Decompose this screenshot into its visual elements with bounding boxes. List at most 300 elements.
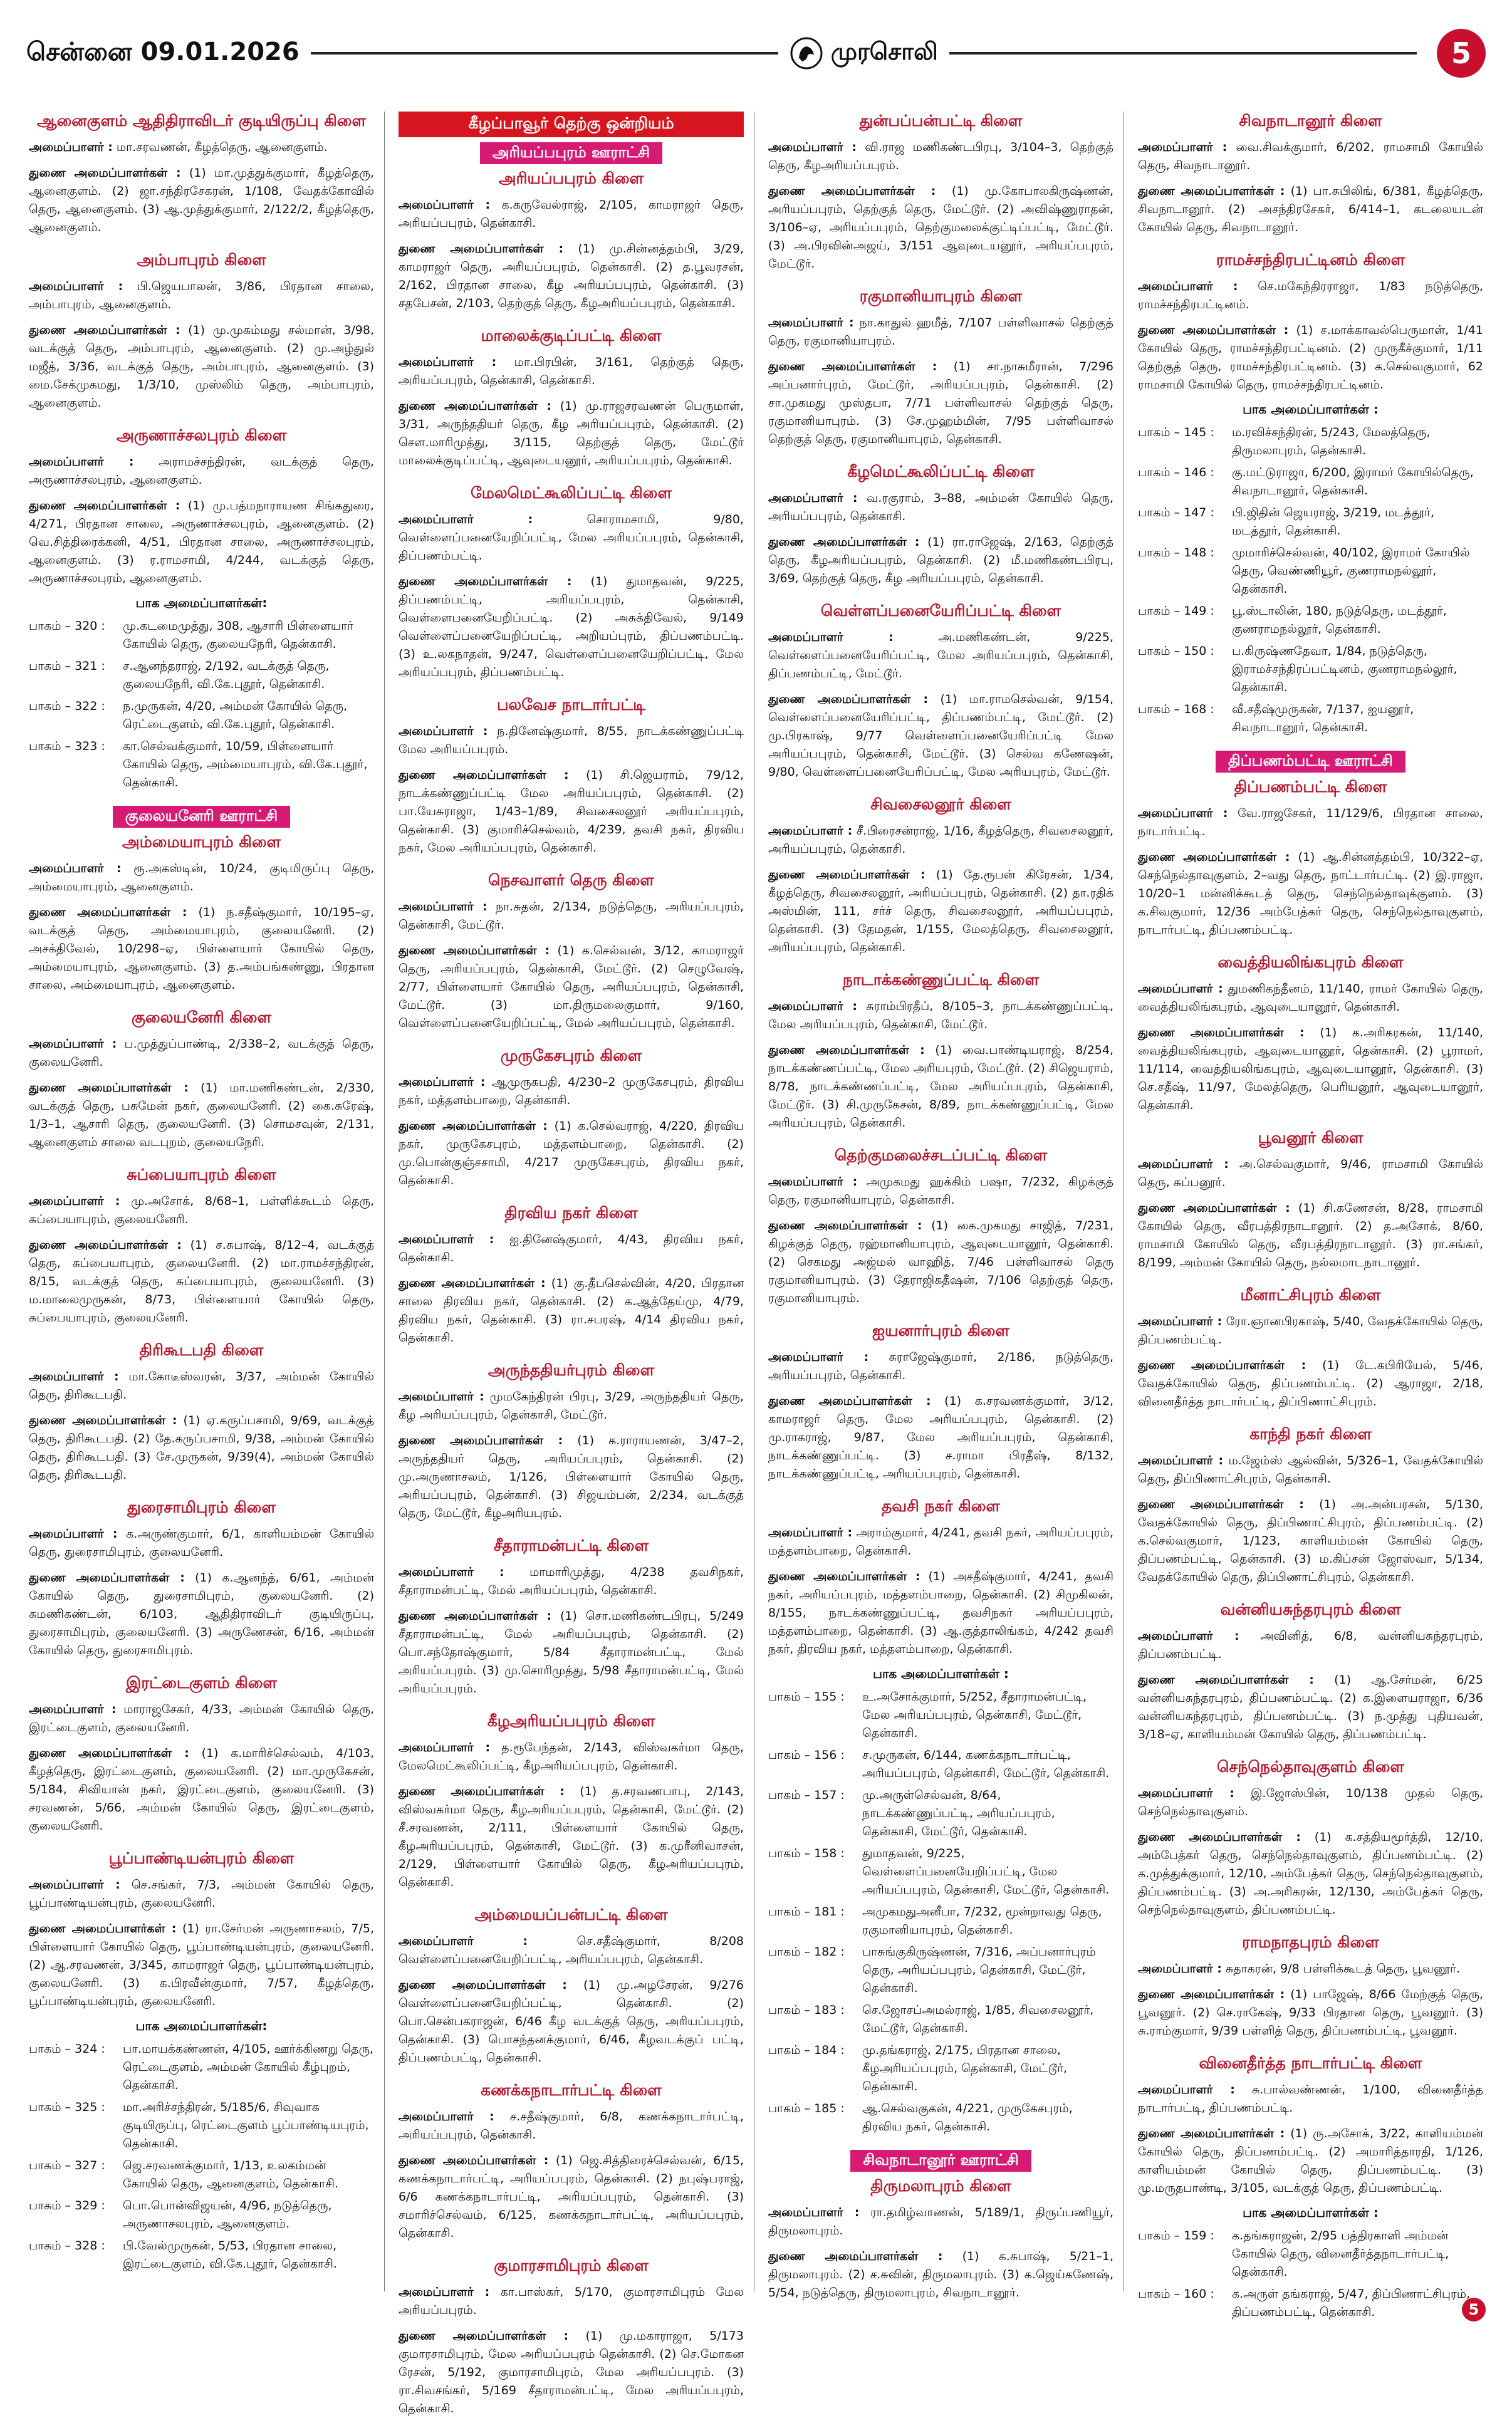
member-details: அமுகமது ஹக்கிம் பஷா, 7/232, கிழக்குத் தெரு, ரகுமானியாபுரம், தென்காசி.	[768, 1175, 1113, 1207]
booth-member: ப.கிருஷ்ணதேவா, 1/84, நடுத்தெரு, இராமச்சந்திரப்பட்டினம், குணராமநல்லூர், தென்காசி.	[1232, 644, 1457, 694]
branch-heading: மீனாட்சிபுரம் கிளை	[1240, 1286, 1381, 1304]
branch-section	[1138, 1128, 1483, 1272]
role-label: அமைப்பாளர் :	[768, 491, 858, 505]
member-details: (1) மா.முத்துக்குமார், கீழத்தெரு, ஆனைகுளம். (2) ஜா.சந்திரசேகரன், 1/108, வேதக்கோவில் தெரு, ஆனைகுளம். (3) ஆ.முத்துக்குமார், 2/122/2, கீழத்தெரு, ஆனைகுளம்.	[29, 166, 374, 234]
booth-heading: பாக அமைப்பாளர்கள் :	[873, 1666, 1009, 1681]
member-details: அ.செல்வகுமார், 9/46, ராமசாமி கோயில் தெரு, சுப்பனூர்.	[1138, 1157, 1484, 1189]
member-entry	[29, 138, 374, 157]
role-label: அமைப்பாளர் :	[29, 1370, 119, 1384]
booth-member: பி.ஜிதின் ஜெயராஜ், 3/219, மடத்தூர், மடத்தூர், தென்காசி.	[1232, 506, 1434, 538]
booth-number: பாகம் – 325 :	[29, 2100, 105, 2114]
branch-section	[1138, 1933, 1483, 2040]
member-details: அ.மணிகண்டன், 9/225, வெள்ளைப்பனையேரிப்பட்டி, மேல அரியப்பபுரம், தென்காசி, திப்பணம்பட்டி, மேட்டூர்.	[768, 630, 1113, 680]
role-label: துணை அமைப்பாளர்கள் :	[1138, 1358, 1306, 1372]
member-entry	[1138, 321, 1483, 394]
member-entry	[29, 497, 374, 588]
member-entry	[399, 1388, 744, 1424]
branch-section	[29, 1674, 374, 1835]
booth-member: ஆ.செல்வகுகன், 4/221, முருகேசபுரம், திரவிய நகர், தென்காசி.	[862, 2102, 1073, 2134]
role-label: துணை அமைப்பாளர்கள் :	[29, 905, 187, 919]
booth-heading: பாக அமைப்பாளர்கள் :	[1243, 402, 1379, 417]
role-label: அமைப்பாளர் :	[399, 1934, 528, 1948]
booth-number: பாகம் – 158 :	[768, 1847, 845, 1860]
member-details: (1) மு.பத்மநாராயண சிங்கதுரை, 4/271, பிரதான சாலை, அருணாச்சலபுரம், ஆனைகுளம். (2) வெ.சித்திரைக்கனி, 4/51, பிரதான சாலை, அருணாச்சலபுரம், ஆனைகுளம். (3) ர.ராமசாமி, 4/244, வடக்குத் தெரு, அருணாச்சலபுரம், ஆனைகுளம்.	[29, 499, 375, 585]
branch-heading: ஆனைகுளம் ஆதிதிராவிடர் குடியிருப்பு கிளை	[36, 112, 367, 130]
role-label: துணை அமைப்பாளர்கள் :	[399, 768, 569, 782]
branch-section	[768, 602, 1113, 781]
member-details: சு.பால்வண்ணன், 1/100, வினைதீர்த்த நாடார்பட்டி, திப்பணம்பட்டி.	[1138, 2083, 1483, 2115]
booth-member: அமுகமதுஅனீபா, 7/232, மூன்றாவது தெரு, ரகுமானியாபுரம், தென்காசி.	[862, 1905, 1102, 1937]
branch-section	[1138, 112, 1483, 237]
role-label: அமைப்பாளர் :	[1138, 279, 1238, 293]
branch-heading: திப்பணம்பட்டி கிளை	[1234, 778, 1387, 796]
column-3	[766, 112, 1124, 2300]
member-details: (1) சி.கணேசன், 8/28, ராமசாமி கோயில் தெரு, வீரபத்திரநாடானூர். (2) த.அசோக், 8/60, ராமசாமி கோயில் தெரு, வீரபத்திரநாடானூர். (3) ரா.சங்கர், 8/199, அம்மன் கோயில் தெரு, நல்லமாடநாடானூர்.	[1138, 1201, 1483, 1269]
booth-member: மு.கடமைமுத்து, 308, ஆசாரி பிள்ளையார் கோயில் தெரு, குலையநேரி, தென்காசி.	[123, 619, 353, 651]
member-entry	[768, 1568, 1113, 1659]
booth-row	[768, 1746, 1113, 1783]
role-label: துணை அமைப்பாளர்கள் :	[1138, 1673, 1314, 1687]
member-entry	[29, 1525, 374, 1561]
booth-row	[1138, 602, 1483, 638]
branch-heading: தெற்குமலைச்சடப்பட்டி கிளை	[834, 1146, 1048, 1164]
member-details: ந.தினேஷ்குமார், 8/55, நாடக்கண்ணுப்பட்டி மேல அரியப்பபுரம்.	[399, 724, 744, 756]
branch-section	[399, 1046, 744, 1190]
role-label: அமைப்பாளர் :	[768, 1526, 853, 1540]
role-label: துணை அமைப்பாளர்கள் :	[29, 1081, 189, 1095]
member-entry	[399, 1274, 744, 1347]
booth-row	[29, 697, 374, 734]
member-details: (1) சா.நாசுமீரான், 7/296 அப்பனார்புரம், மேட்டூர், அரியப்பபுரம், தென்காசி. (2) சா.முகமது முஸ்தபா, 7/71 பள்ளிவாசல் தெற்குத் தெரு, ரகுமானியாபுரம். (3) சே.முஹம்மின், 7/95 பள்ளிவாசல் தெற்குத் தெரு, ரகுமானியாபுரம், தென்காசி.	[768, 360, 1113, 446]
branch-heading: திருமலாபுரம் கிளை	[870, 2177, 1011, 2195]
booth-member: வீ.சதீஷ்முருகன், 7/137, ஐயனூர், சிவநாடானூர், தென்காசி.	[1232, 702, 1414, 734]
member-details: (1) க.அரிகரகன், 11/140, வைத்தியலிங்கபுரம், ஆவுடையானூர், தென்காசி. (2) பூராமர், 11/114, வைத்தியலிங்கபுரம், ஆவுடையானூர், தென்காசி. (3) செ.சதீஷ், 11/97, மேலத்தெரு, பெரியனூர், ஆவுடையானூர், தென்காசி.	[1138, 1026, 1483, 1112]
role-label: அமைப்பாளர் :	[29, 1194, 120, 1208]
branch-section	[1138, 1425, 1483, 1587]
member-entry	[29, 1876, 374, 1912]
role-label: அமைப்பாளர் :	[29, 140, 113, 154]
role-label: அமைப்பாளர் :	[768, 1350, 869, 1364]
role-label: துணை அமைப்பாளர்கள் :	[1138, 184, 1285, 198]
booth-member: ச.ஆனந்தராஜ், 2/192, வடக்குத் தெரு, குலையநேரி, வி.கே.புதூர், தென்காசி.	[123, 659, 330, 691]
branch-heading: குமாரசாமிபுரம் கிளை	[494, 2256, 649, 2275]
role-label: துணை அமைப்பாளர்கள் :	[399, 1609, 552, 1623]
member-entry	[768, 1217, 1113, 1308]
role-label: அமைப்பாளர் :	[399, 900, 487, 914]
member-entry	[399, 766, 744, 857]
member-details: (1) துமாதவன், 9/225, திப்பணம்பட்டி, அரியப்பபுரம், தென்காசி, வெள்ளைபனையேறிப்பட்டி. (2) அசுக்திவேல், 9/149 வெள்ளைப்பனையேறிப்பட்டி, அறியப்புரம், திப்பணம்பட்டி. (3) உ.லகநாதன், 9/247, வெள்ளைப்பனையேறிப்பட்டி, மேல அரியப்பபுரம், திப்பணம்பட்டி.	[399, 575, 744, 679]
member-entry	[399, 2327, 744, 2418]
member-entry	[29, 1192, 374, 1229]
member-details: (1) மு.கோபாலகிருஷ்ணன், அரியப்பபுரம், தெற்குத் தெரு, மேட்டூர். (2) அவிஷ்ணுராதன், 3/106–ஏ, அரியப்பபுரம், தெற்குமலைக்குட்டிப்பட்டி, மேட்டூர். (3) அ.பிரவின்அஜய், 3/151 ஆவுடையனூர், அரியப்பபுரம், மேட்டூர்.	[768, 184, 1113, 271]
member-details: (1) வை.பாண்டியராஜ், 8/254, நாடக்கண்ணப்பட்டி, மேல அரியபுரம், மேட்டூர். (2) சிஜெயராம், 8/78, நாடக்கண்ணப்பட்டி, மேல அரியப்பபுரம், தென்காசி, மேட்டூர். (3) சி.முருகேசன், 8/89, நாடக்கண்ணுப்பட்டி, மேல அரியப்பபுரம், தென்காசி.	[768, 1043, 1114, 1130]
branch-heading: திரிகூடபதி கிளை	[139, 1341, 264, 1359]
role-label: அமைப்பாளர் :	[1138, 140, 1228, 154]
member-entry	[399, 1932, 744, 1969]
booth-number: பாகம் – 329 :	[29, 2199, 105, 2212]
member-entry	[768, 489, 1113, 526]
role-label: துணை அமைப்பாளர்கள் :	[1138, 323, 1289, 337]
member-entry	[768, 2204, 1113, 2240]
member-details: ஐ.தினேஷ்குமார், 4/43, திரவிய நகர், தென்காசி.	[399, 1232, 744, 1264]
branch-heading: முருகேசபுரம் கிளை	[500, 1046, 642, 1065]
branch-section	[768, 1497, 1113, 2136]
role-label: அமைப்பாளர் :	[399, 2110, 494, 2124]
role-label: துணை அமைப்பாளர்கள் :	[29, 1414, 177, 1427]
role-label: அமைப்பாளர் :	[1138, 1629, 1239, 1643]
role-label: துணை அமைப்பாளர்கள் :	[1138, 1026, 1305, 1040]
member-details: (1) மு.அழசேரன், 9/276 வெள்ளைப்பனையேறிப்பட்டி, தென்காசி. (2) பொ.சென்பகராஜன், 6/46 கீழ வடக்குத் தெரு, அரியப்பபுரம், தென்காசி. (3) பொசந்தனக்குமார், 6/46, கீழவடக்குப் பட்டி, திப்பணம்பட்டி, தென்காசி.	[399, 1978, 744, 2065]
member-entry	[768, 314, 1113, 350]
booth-row	[29, 2040, 374, 2095]
booth-member: மு.அருள்செல்வன், 8/64, நாடக்கண்ணுப்பட்டி, அரியப்பபுரம், தென்காசி, மேட்டூர், தென்காசி.	[862, 1788, 1055, 1838]
booth-row	[768, 1845, 1113, 1899]
member-entry	[399, 1976, 744, 2067]
branch-section	[399, 326, 744, 470]
branch-section	[29, 1165, 374, 1327]
member-entry	[29, 904, 374, 994]
branch-heading: வைத்தியலிங்கபுரம் கிளை	[1217, 953, 1404, 971]
member-entry	[399, 1783, 744, 1892]
role-label: அமைப்பாளர் :	[768, 2206, 860, 2219]
branch-heading: சிவநாடானூர் கிளை	[1239, 112, 1382, 130]
member-details: வை.சிவக்குமார், 6/202, ராமசாமி கோயில் தெரு, சிவநாடானூர்.	[1138, 140, 1483, 172]
role-label: துணை அமைப்பாளர்கள் :	[768, 360, 937, 373]
member-details: (1) டே.கபிரியேல், 5/46, வேதக்கோயில் தெரு, திப்பணம்பட்டி. (2) ஆராஜா, 2/18, வினைதீர்த்த நாடார்பட்டி, திப்பிணாட்சிபுரம்.	[1138, 1358, 1484, 1409]
member-entry	[399, 1073, 744, 1110]
member-entry	[399, 1231, 744, 1267]
booth-member: கு.மட்டுராஜா, 6/200, இராமர் கோயில்தெரு, சிவநாடானூர், தென்காசி.	[1232, 466, 1474, 498]
member-entry	[1138, 1496, 1483, 1587]
role-label: அமைப்பாளர் :	[1138, 1786, 1234, 1800]
role-label: அமைப்பாளர் :	[399, 1232, 494, 1246]
member-details: மா.சரவணன், கீழத்தெரு, ஆனைகுளம்.	[112, 140, 328, 154]
member-details: அராமச்சந்திரன், வடக்குத் தெரு, அருணாச்சலபுரம், ஆனைகுளம்.	[29, 455, 375, 487]
branch-section	[29, 251, 374, 412]
booth-row	[1138, 642, 1483, 697]
member-entry	[768, 533, 1113, 588]
booth-row	[1138, 701, 1483, 737]
booth-row	[29, 617, 374, 654]
member-entry	[1138, 1828, 1483, 1919]
role-label: துணை அமைப்பாளர்கள் :	[399, 399, 551, 413]
branch-heading: சுப்பையாபுரம் கிளை	[127, 1165, 276, 1184]
member-details: (1) மு.சின்னத்தம்பி, 3/29, காமராஜர் தெரு, அரியப்பபுரம், தென்காசி. (2) த.பூவரசன், 2/162, பிரதான சாலை, கீழ அரியப்பபுரம், தென்காசி. (3) சதபேசன், 2/103, தெற்குத் தெரு, கீழஅரியப்பபுரம், தென்காசி.	[399, 242, 744, 310]
branch-section	[1138, 953, 1483, 1115]
branch-heading: அருணாச்சலபுரம் கிளை	[116, 426, 287, 444]
member-details: (1) க.சரவணக்குமார், 3/12, காமராஜர் தெரு, மேல அரியப்பபுரம், தென்காசி. (2) மு.ராகராஜ், 9/87, மேல அரியப்பபுரம், தென்காசி, நாடக்கண்ணுப்பட்டி. (3) ச.ராமா பிரதீஷ், 8/132, நாடக்கண்ணுப்பட்டி, அரியப்பபுரம், தென்காசி.	[768, 1394, 1113, 1481]
booth-member: பாசுங்குகிருஷ்ணன், 7/316, அப்பனார்புரம் தெரு, அரியப்பபுரம், தென்காசி, மேட்டூர், தென்காசி.	[862, 1945, 1096, 1995]
role-label: துணை அமைப்பாளர்கள் :	[1138, 850, 1290, 864]
branch-section	[29, 1341, 374, 1484]
branch-heading: பூவனூர் கிளை	[1258, 1128, 1363, 1147]
member-entry	[29, 1412, 374, 1484]
booth-number: பாகம் – 328 :	[29, 2239, 105, 2253]
role-label: அமைப்பாளர் :	[1138, 1962, 1222, 1976]
branch-section	[399, 696, 744, 857]
role-label: அமைப்பாளர் :	[768, 140, 857, 154]
branch-section	[399, 112, 744, 313]
booth-member: மா.அரிச்சந்திரன், 5/185/6, சிவுவாக குடியிருப்பு, ரெட்டைகுளம் பூப்பாண்டியபுரம், தென்காசி.	[123, 2100, 369, 2150]
booth-member: க.அருள் தங்கராஜ், 5/47, திப்பிணாட்சிபுரம், திப்பணம்பட்டி, தென்காசி.	[1232, 2287, 1471, 2319]
member-entry	[1138, 1671, 1483, 1744]
role-label: அமைப்பாளர் :	[399, 2285, 490, 2299]
member-details: ரா.தமிழ்வாணன், 5/189/1, திருப்பணியூர், திருமலாபுரம்.	[768, 2206, 1113, 2238]
member-details: (1) க.சத்தியமூர்த்தி, 12/10, அம்பேத்கர் தெரு, செந்நெல்தாவுகுளம், திப்பணம்பட்டி. (2) க.முத்துக்குமார், 12/10, அம்பேத்கர் தெரு, செந்நெல்தாவுகுளம், திப்பணம்பட்டி. (3) அ.அரிகரன், 12/130, அம்பேத்கர் தெரு, செந்நெல்தாவுகுளம், திப்பணம்பட்டி.	[1138, 1830, 1484, 1917]
branch-heading: கீழஅரியப்பபுரம் கிளை	[487, 1712, 655, 1730]
branch-section	[1138, 751, 1483, 939]
member-details: (1) ந.சதீஷ்குமார், 10/195–ஏ, வடக்குத் தெரு, அம்மையாபுரம், குலையனேரி. (2) அசக்திவேல், 10/298–ஏ, பிள்ளையார் கோயில் தெரு, அம்மையாபுரம், ஆனைகுளம். (3) த.அம்பங்கண்ணு, பிரதான சாலை, அம்மையாபுரம், ஆனைகுளம்.	[29, 905, 374, 992]
member-details: (1) மா.ராமசெல்வன், 9/154, வெள்ளைப்பனையேரிப்பட்டி, திப்பணம்பட்டி, மேட்டூர். (2) மு.பிரகாஷ், 9/77 வெள்ளைப்பனையேரிப்பட்டி மேல அரியப்பபுரம், தென்காசி, மேட்டூர். (3) செல்வ கணேஷன், 9/80, வெள்ளைப்பனையேரிப்பட்டி, மேல அரியபுரம், மேட்டூர்.	[768, 692, 1114, 779]
member-details: (1) கை.முகமது சாஜித், 7/231, கிழக்குத் தெரு, ரஹ்மானியாபுரம், ஆவுடையானூர், தென்காசி. (2) செகமது அஜ்மல் வாஹித், 7/46 பள்ளிவாசல் தெரு ரகுமானியாபுரம். (3) தேராஜிகதீஷன், 7/106 தெற்குத் தெரு, ரகுமானியாபுரம்.	[768, 1219, 1114, 1305]
branch-section	[1138, 1286, 1483, 1411]
booth-number: பாகம் – 150 :	[1138, 644, 1214, 658]
branch-section	[399, 1905, 744, 2067]
booth-member: உ.அசோக்குமார், 5/252, சீதாராமன்பட்டி, மேல அரியப்பபுரம், தென்காசி, மேட்டூர், தென்காசி.	[862, 1690, 1087, 1740]
booth-number: பாகம் – 157 :	[768, 1788, 845, 1802]
role-label: துணை அமைப்பாளர்கள் :	[29, 323, 180, 337]
role-label: துணை அமைப்பாளர்கள் :	[399, 2329, 569, 2343]
edition-date: சென்னை 09.01.2026	[26, 37, 300, 66]
member-details: ஆமுருகபதி, 4/230–2 முருகேசபுரம், திரவிய நகர், மத்தளம்பாறை, தென்காசி.	[399, 1075, 744, 1107]
role-label: துணை அமைப்பாளர்கள் :	[768, 1219, 922, 1232]
branch-section	[29, 1498, 374, 1660]
member-entry	[1138, 1986, 1483, 2040]
role-label: துணை அமைப்பாளர்கள் :	[1138, 2127, 1285, 2140]
branch-section	[29, 1008, 374, 1152]
role-label: துணை அமைப்பாளர்கள் :	[768, 535, 920, 549]
member-details: சுராஜேஷ்குமார், 2/186, நடுத்தெரு, அரியப்பபுரம், தென்காசி.	[768, 1350, 1113, 1382]
branch-heading: நெசவாளர் தெரு கிளை	[488, 871, 654, 889]
branch-heading: வெள்ளப்பனையேரிப்பட்டி கிளை	[820, 602, 1061, 620]
member-entry	[399, 2283, 744, 2320]
role-label: துணை அமைப்பாளர்கள் :	[399, 944, 550, 957]
member-entry	[399, 196, 744, 232]
member-entry	[1138, 1357, 1483, 1411]
member-entry	[29, 1920, 374, 2011]
booth-member: பொ.பொன்விஜயன், 4/96, நடுத்தெரு, அருணாசலபுரம், ஆனைகுளம்.	[123, 2199, 332, 2231]
member-entry	[768, 866, 1113, 957]
booth-member: ச.முருகன், 6/144, கணக்கநாடார்பட்டி, அரியப்பபுரம், தென்காசி, மேட்டூர், தென்காசி.	[862, 1748, 1110, 1780]
role-label: அமைப்பாளர் :	[399, 1390, 484, 1404]
role-label: அமைப்பாளர் :	[768, 630, 894, 644]
panchayat-label-text: குலையனேரி ஊராட்சி	[113, 806, 290, 828]
booth-row	[29, 2157, 374, 2193]
role-label: அமைப்பாளர் :	[768, 1175, 858, 1189]
branch-section	[768, 971, 1113, 1132]
branch-heading: வினைதீர்த்த நாடார்பட்டி கிளை	[1199, 2054, 1422, 2072]
member-entry	[29, 278, 374, 314]
member-details: மு.அசோக், 8/68–1, பள்ளிக்கூடம் தெரு, சுப்பையாபுரம், குலையனேரி.	[29, 1194, 374, 1226]
booth-number: பாகம் – 148 :	[1138, 546, 1214, 560]
member-details: துமணிகந்தீனம், 11/140, ராமர் கோயில் தெரு, வைத்தியலிங்கபுரம், ஆவுடையானூர், தென்காசி.	[1138, 982, 1483, 1014]
member-entry	[768, 998, 1113, 1034]
panchayat-label-text: சிவநாடானூர் ஊராட்சி	[850, 2150, 1031, 2172]
booth-member: பூ.ஸ்டாலின், 180, நடுத்தெரு, மடத்தூர், குணராமநல்லூர், தென்காசி.	[1232, 604, 1447, 636]
column-4	[1135, 112, 1486, 2319]
member-details: நா.காதுல் ஹமீத், 7/107 பள்ளிவாசல் தெற்குத் தெரு, ரகுமானியாபுரம்.	[768, 316, 1113, 348]
booth-row	[768, 1903, 1113, 1939]
member-entry	[29, 1569, 374, 1660]
member-details: வ.ரகுராம், 3–88, அம்மன் கோயில் தெரு, அரியப்பபுரம், தென்காசி.	[768, 491, 1113, 523]
booth-member: கா.செல்வக்குமார், 10/59, பிள்ளையார் கோயில் தெரு, அம்மையாபுரம், வி.கே.புதூர், தென்காசி.	[123, 739, 368, 789]
member-entry	[1138, 805, 1483, 841]
member-details: வே.ராஜசேகர், 11/129/6, பிரதான சாலை, நாடார்பட்டி.	[1138, 806, 1483, 838]
member-details: (1) கு.தீபசெல்வின், 4/20, பிரதான சாலை திரவிய நகர், தென்காசி. (2) க.ஆத்தேய்மு, 4/79, திரவிய நகர், தென்காசி. (3) ரா.சபரஷ், 4/14 திரவிய நகர், தென்காசி.	[399, 1276, 744, 1345]
member-details: (1) க.சுபாஷ், 5/21–1, திருமலாபுரம். (2) ச.சுவின், திருமலாபுரம். (3) க.ஜெய்கணேஷ், 5/54, நடுத்தெரு, திருமலாபுரம், சிவநாடானூர்.	[768, 2249, 1113, 2300]
emblem-icon	[790, 36, 823, 70]
booth-row	[29, 737, 374, 792]
booth-member: பா.மாயக்கண்ணன், 4/105, ஊர்க்கிணறு தெரு, ரெட்டைகுளம், அம்மன் கோயில் கீழ்புறம், தென்காசி.	[123, 2042, 374, 2092]
role-label: அமைப்பாளர் :	[1138, 1157, 1229, 1171]
branch-heading: ராமநாதபுரம் கிளை	[1242, 1933, 1379, 1951]
booth-row	[1138, 464, 1483, 500]
role-label: துணை அமைப்பாளர்கள் :	[1138, 1988, 1285, 2001]
booth-row	[1138, 544, 1483, 598]
branch-section	[1138, 2054, 1483, 2322]
member-entry	[768, 358, 1113, 449]
member-details: கா.பாஸ்கர், 5/170, குமாரசாமிபுரம் மேல அரியப்பபுரம்.	[399, 2285, 744, 2317]
role-label: அமைப்பாளர் :	[399, 724, 488, 738]
member-details: (1) சி.ஜெயராம், 79/12, நாடக்கண்ணுப்பட்டி மேல அரியப்பபுரம், தென்காசி. (2) பா.யேசுராஜா, 1/43–1/89, சிவசைலனூர் அரியப்பபுரம், தென்காசி. (3) குமாரிச்செல்வம், 4/239, தவசி நகர், திரவிய நகர், மேல அரியப்பபுரம், தென்காசி.	[399, 768, 744, 855]
role-label: அமைப்பாளர் :	[399, 513, 533, 526]
member-details: ப.முத்துப்பாண்டி, 2/338–2, வடக்குத் தெரு, குலையனேரி.	[29, 1037, 374, 1069]
branch-heading: ஐயனார்புரம் கிளை	[872, 1321, 1009, 1340]
booth-member: ம.ரவிச்சந்திரன், 5/243, மேலத்தெரு, திருமலாபுரம், தென்காசி.	[1232, 425, 1431, 457]
member-entry	[29, 1368, 374, 1404]
member-entry	[399, 942, 744, 1033]
role-label: அமைப்பாளர் :	[399, 198, 491, 212]
role-label: துணை அமைப்பாளர்கள் :	[1138, 1830, 1301, 1844]
role-label: துணை அமைப்பாளர்கள் :	[399, 1119, 548, 1133]
member-details: (1) சொ.மணிகண்டபிரபு, 5/249 சீதாராமன்பட்டி, மேல் அரியப்பபுரம், தென்காசி. (2) பொ.சந்தோஷ்குமார், 5/84 சீதாராமன்பட்டி, மேல் அரியப்பபுரம். (3) மு.சொரிமுத்து, 5/98 சீதாராமன்பட்டி, மேல் அரியப்பபுரம்.	[399, 1609, 744, 1696]
member-details: சுராம்பிரதீப், 8/105–3, நாடக்கண்ணுப்பட்டி, மேல அரியப்பபுரம், தென்காசி, மேட்டூர்.	[768, 999, 1113, 1031]
branch-section	[768, 112, 1113, 273]
booth-row	[768, 2041, 1113, 2096]
member-details: (1) மு.ராஜசரவணன் பெருமாள், 3/31, அருந்ததியர் தெரு, கீழ அரியப்பபுரம், தென்காசி. (2) சௌ.மாரிமுத்து, 3/115, தெற்குத் தெரு, மேட்டூர் மாலைக்குடிப்பட்டி, ஆவுடையனூர், அரியப்பபுரம், தென்காசி.	[399, 399, 744, 467]
booth-row	[1138, 424, 1483, 460]
page-number-badge: 5	[1437, 29, 1486, 78]
role-label: துணை அமைப்பாளர்கள் :	[768, 868, 925, 882]
booth-row	[1138, 2285, 1483, 2322]
role-label: துணை அமைப்பாளர்கள் :	[1138, 1498, 1304, 1511]
booth-member: செ.ஜோசப்அமல்ராஜ், 1/85, சிவசைலனூர், மேட்டூர், தென்காசி.	[862, 2003, 1094, 2035]
member-entry	[1138, 138, 1483, 175]
role-label: அமைப்பாளர் :	[1138, 1315, 1223, 1328]
booth-member: க.தங்கராஜன், 2/95 பத்திரகாளி அம்மன் கோயில் தெரு, வினைதீர்த்தநாடார்பட்டி, தென்காசி.	[1232, 2229, 1449, 2279]
member-entry	[1138, 848, 1483, 939]
member-details: மாராஜசேகர், 4/33, அம்மன் கோயில் தெரு, இரட்டைகுளம், குலையனேரி.	[29, 1702, 375, 1734]
member-entry	[1138, 1452, 1483, 1488]
booth-number: பாகம் – 321 :	[29, 659, 105, 673]
panchayat-label	[1138, 751, 1483, 773]
member-details: (1) த.சரவணபாபு, 2/143, விஸ்வகர்மா தெரு, கீழஅரியப்பபுரம், தென்காசி, மேட்டூர். (2) சீ.சரவணன், 2/111, பிள்ளையார் கோயில் தெரு, கீழஅரியப்பபுரம், தென்காசி, மேட்டூர். (3) க.முரீனிவாசன், 2/129, பிள்ளையார் கோயில் தெரு, கீழஅரியப்பபுரம், தென்காசி.	[399, 1785, 744, 1889]
panchayat-label	[399, 142, 744, 164]
member-details: முமகேந்திரன் பிரபு, 3/29, அருந்ததியர் தெரு, கீழ அரியப்பபுரம், தென்காசி, மேட்டூர்.	[399, 1390, 744, 1422]
member-details: (1) அ.அன்பரசன், 5/130, வேதக்கோயில் தெரு, திப்பிணாட்சிபுரம், திப்பணம்பட்டி. (2) க.செல்வகுமார், 1/123, காளியம்மன் கோயில் தெரு, திப்பணம்பட்டி, தென்காசி. (3) ம.கிப்சன் ஜோஸ்வா, 5/134, வேதக்கோயில் தெரு, திப்பிணாட்சிபுரம், தென்காசி.	[1138, 1498, 1484, 1584]
member-entry	[1138, 1960, 1483, 1978]
member-details: இ.ஜோஸ்பின், 10/138 முதல் தெரு, செந்நெல்தாவுகுளம்.	[1138, 1786, 1483, 1818]
member-details: (1) அசதீஷ்குமார், 4/241, தவசி நகர், அரியப்பபுரம், மத்தளம்பாறை, தென்காசி. (2) சிமுகிலன், 8/155, நாடக்கண்ணுப்பட்டி, தவசிநகர் அரியப்பபுரம், மத்தளம்பாறை, தென்காசி. (3) ஆ.குத்தாலிங்கம், 4/242 தவசி நகர், திரவிய நகர், மத்தளம்பாறை, தென்காசி.	[768, 1570, 1113, 1656]
role-label: அமைப்பாளர் :	[768, 824, 853, 838]
member-entry	[399, 1607, 744, 1698]
member-details: ம.ஜேம்ஸ் ஆல்வின், 5/326–1, வேதக்கோயில் தெரு, திப்பிணாட்சிபுரம், தென்காசி.	[1138, 1454, 1484, 1486]
role-label: துணை அமைப்பாளர்கள் :	[29, 1571, 185, 1585]
member-details: ச.சதீஷ்குமார், 6/8, கணக்கநாடார்பட்டி, அரியப்பபுரம், தென்காசி.	[399, 2110, 744, 2142]
branch-section	[399, 1536, 744, 1698]
member-entry	[1138, 1785, 1483, 1821]
role-label: துணை அமைப்பாளர்கள் :	[399, 1434, 563, 1447]
booth-row	[768, 1688, 1113, 1743]
branch-section	[399, 1712, 744, 1892]
branch-section	[1138, 251, 1483, 737]
booth-member: ந.முருகன், 4/20, அம்மன் கோயில் தெரு, ரெட்டைகுளம், வி.கே.புதூர், தென்காசி.	[123, 699, 348, 731]
branch-heading: குலையனேரி கிளை	[131, 1008, 272, 1026]
role-label: அமைப்பாளர் :	[29, 862, 122, 875]
role-label: அமைப்பாளர் :	[399, 355, 497, 369]
booth-row	[29, 2197, 374, 2233]
panchayat-label	[768, 2150, 1113, 2172]
branch-heading: சிவசைலனூர் கிளை	[870, 795, 1011, 813]
role-label: துணை அமைப்பாளர்கள் :	[29, 166, 181, 180]
member-entry	[768, 2248, 1113, 2302]
member-entry	[399, 240, 744, 313]
branch-section	[399, 1361, 744, 1523]
member-details: (1) க.ராராயணன், 3/47–2, அருந்ததியர் தெரு, அரியப்பபுரம், தென்காசி. (2) மு.அருணாசலம், 1/126, பிள்ளையார் கோயில் தெரு, அரியப்பபுரம், தென்காசி. (3) சிஜயம்பன், 2/234, வடக்குத் தெரு, மேட்டூர், கீழஅரியபுரம்.	[399, 1434, 744, 1520]
union-title-band: கீழப்பாவூர் தெற்கு ஒன்றியம்	[399, 112, 744, 137]
role-label: அமைப்பாளர் :	[768, 999, 858, 1013]
member-details: (1) ஆ.சின்னத்தம்பி, 10/322–ஏ, செந்நெல்தாவுகுளம், 2–வது தெரு, நாட்டார்பட்டி. (2) இ.ராஜா, 10/20–1 மன்னிக்கூடத் தெரு, செந்நெல்தாவுக்குளம். (3) க.சிவகுமார், 12/36 அம்பேத்கர் தெரு, செந்நெல்தாவுகுளம், நாடார்பட்டி, திப்பணம்பட்டி.	[1138, 850, 1483, 937]
branch-heading: திரவிய நகர் கிளை	[504, 1204, 638, 1222]
booth-number: பாகம் – 181 :	[768, 1905, 845, 1919]
branch-section	[768, 1321, 1113, 1483]
member-entry	[1138, 278, 1483, 314]
booth-member: முமாரிச்செல்வன், 40/102, இராமர் கோயில் தெரு, வெண்ணியூர், குணராமநல்லூர், தென்காசி.	[1232, 546, 1470, 596]
role-label: அமைப்பாளர் :	[399, 1075, 486, 1089]
article-columns	[26, 112, 1486, 2415]
masthead	[26, 25, 1486, 81]
branch-section	[29, 426, 374, 792]
role-label: துணை அமைப்பாளர்கள் :	[29, 1746, 189, 1760]
branch-heading: மாலைக்குடிப்பட்டி கிளை	[481, 326, 662, 345]
role-label: துணை அமைப்பாளர்கள் :	[768, 184, 936, 198]
role-label: அமைப்பாளர் :	[768, 316, 854, 330]
booth-row	[768, 1943, 1113, 1998]
booth-heading: பாக அமைப்பாளர்கள் :	[1243, 2205, 1379, 2220]
role-label: அமைப்பாளர் :	[399, 1565, 504, 1579]
member-details: செ.சங்கர், 7/3, அம்மன் கோயில் தெரு, பூப்பாண்டியன்புரம், குலையனேரி.	[29, 1878, 374, 1910]
member-details: க.அருண்குமார், 6/1, காளியம்மன் கோயில் தெரு, துரைசாமிபுரம், குலையனேரி.	[29, 1527, 375, 1559]
booth-row	[768, 2001, 1113, 2038]
branch-section	[29, 806, 374, 994]
booth-row	[1138, 2227, 1483, 2281]
booth-number: பாகம் – 183 :	[768, 2003, 845, 2017]
booth-row	[29, 657, 374, 694]
member-entry	[768, 1524, 1113, 1560]
role-label: அமைப்பாளர் :	[29, 279, 123, 293]
branch-heading: மேலமெட்கூலிப்பட்டி கிளை	[470, 484, 672, 502]
booth-heading: பாக அமைப்பாளர்கள்:	[135, 595, 268, 610]
role-label: அமைப்பாளர் :	[29, 1878, 120, 1892]
member-details: த.ரூபேந்தன், 2/143, விஸ்வகர்மா தெரு, மேலமெட்கூலிப்பட்டி, கீழஅரியப்பபுரம், தென்காசி.	[399, 1741, 744, 1773]
branch-heading: கீழமெட்கூலிப்பட்டி கிளை	[847, 462, 1035, 481]
member-entry	[399, 722, 744, 759]
branch-heading: துரைசாமிபுரம் கிளை	[127, 1498, 276, 1516]
member-details: (1) பாஜேஷ், 8/66 மேற்குத் தெரு, பூவனூர். (2) செ.ராகேஷ், 9/33 பிரதான தெரு, பூவனூர். (3) சு.ராம்குமார், 9/39 பள்ளித் தெரு, திப்பணம்பட்டி, பூவனூர்.	[1138, 1988, 1484, 2038]
role-label: அமைப்பாளர் :	[1138, 2083, 1235, 2097]
booth-row	[29, 2237, 374, 2273]
member-details: (1) க.செல்வராஜ், 4/220, திரவிய நகர், முருகேசபுரம், மத்தளம்பாறை, தென்காசி. (2) மு.பொன்குஞ்சசாமி, 4/217 முருகேசபுரம், திரவிய நகர், தென்காசி.	[399, 1119, 744, 1187]
